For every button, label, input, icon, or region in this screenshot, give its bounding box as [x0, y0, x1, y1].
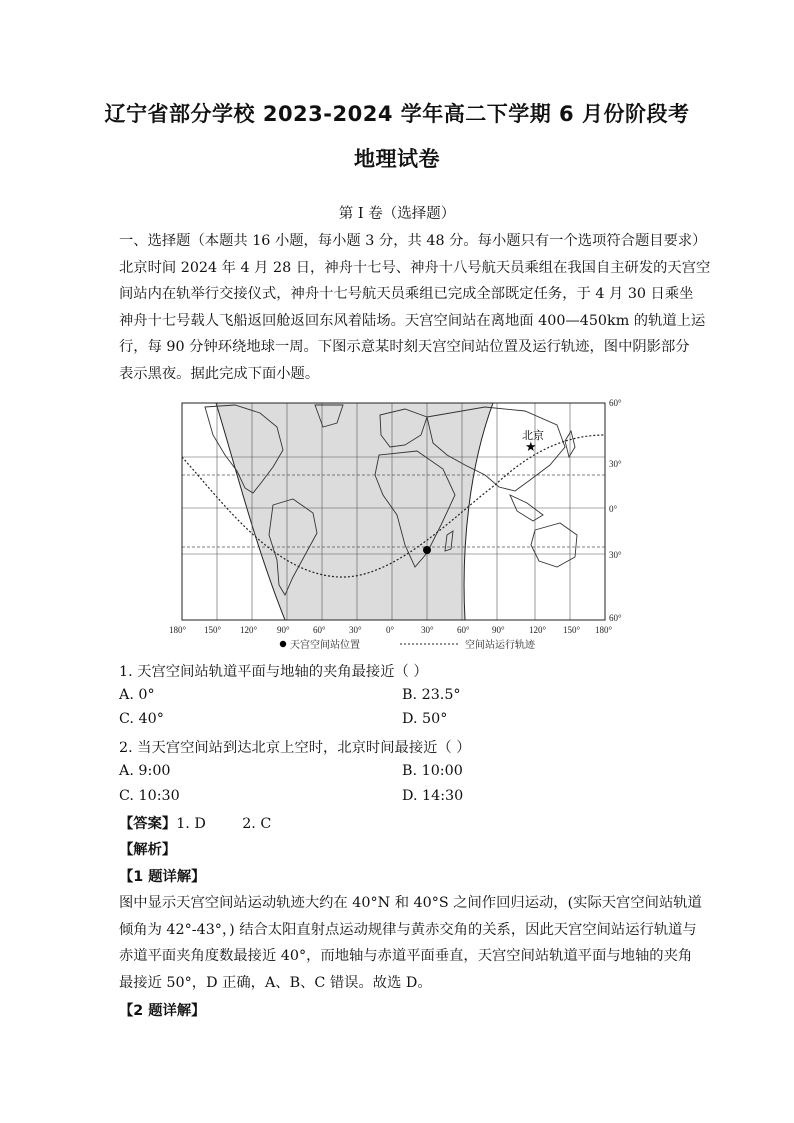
lat-label: 30°: [609, 550, 622, 560]
question-2-option-c: C. 10:30: [119, 788, 180, 804]
lon-label: 30°: [421, 625, 434, 635]
lon-label: 120°: [529, 625, 547, 635]
space-station-marker: [423, 546, 431, 554]
lon-label: 120°: [240, 625, 258, 635]
lon-label: 180°: [169, 625, 187, 635]
longitude-labels: [169, 625, 613, 635]
detail-2-label: 【2 题详解】: [119, 1003, 206, 1019]
question-1-option-d: D. 50°: [402, 711, 448, 727]
question-2-option-d: D. 14:30: [402, 788, 464, 804]
lon-label: 180°: [595, 625, 613, 635]
orbit-map-figure: [165, 395, 625, 657]
lon-label: 60°: [457, 625, 470, 635]
orbit-map-svg: [165, 395, 625, 657]
passage-line: 神舟十七号载人飞船返回舱返回东风着陆场。天宫空间站在离地面 400—450km 的轨道上运: [119, 312, 706, 329]
passage: [119, 228, 711, 387]
passage-line: 间站内在轨举行交接仪式，神舟十七号航天员乘组已完成全部既定任务，于 4 月 30 日乘坐: [119, 286, 694, 302]
detail-1-text: [119, 890, 702, 996]
lat-label: 60°: [609, 613, 622, 623]
detail-1-line: 倾角为 42°-43°，) 结合太阳直射点运动规律与黄赤交角的关系，因此天宫空间站运行轨道与: [119, 921, 697, 938]
section-title: 第 I 卷（选择题）: [338, 206, 456, 222]
question-1-option-c: C. 40°: [119, 711, 164, 727]
answer-line: [119, 813, 271, 833]
detail-1-line: 图中显示天宫空间站运动轨迹大约在 40°N 和 40°S 之间作回归运动，(实际天宫空间站轨道: [119, 895, 702, 911]
answer-text: 1. D 2. C: [176, 816, 272, 832]
legend-station-label: 天宫空间站位置: [290, 640, 360, 651]
lon-label: 30°: [349, 625, 362, 635]
detail-1-line: 最接近 50°，D 正确，A、B、C 错误。故选 D。: [119, 974, 432, 991]
detail-1-label: 【1 题详解】: [119, 869, 206, 885]
question-1-option-a: A. 0°: [119, 687, 155, 703]
lat-label: 60°: [609, 398, 622, 408]
lon-label: 90°: [492, 625, 505, 635]
exam-title: 辽宁省部分学校 2023-2024 学年高二下学期 6 月份阶段考: [104, 102, 690, 126]
question-1-stem: 1. 天宫空间站轨道平面与地轴的夹角最接近（ ）: [119, 664, 428, 680]
lon-label: 150°: [563, 625, 581, 635]
lon-label: 60°: [313, 625, 326, 635]
exam-subject-title: 地理试卷: [354, 147, 440, 171]
legend-station-dot: [280, 641, 286, 647]
lat-label: 30°: [609, 459, 622, 469]
instructions: 一、选择题（本题共 16 小题，每小题 3 分，共 48 分。每小题只有一个选项符合题目要求）: [119, 233, 707, 249]
night-shading: [216, 403, 493, 620]
question-2-stem: 2. 当天宫空间站到达北京上空时，北京时间最接近（ ）: [119, 740, 471, 756]
answer-label: 【答案】: [119, 816, 177, 832]
analysis-label: 【解析】: [119, 842, 177, 858]
beijing-label: 北京: [522, 430, 544, 442]
question-2-option-a: A. 9:00: [119, 763, 171, 779]
lon-label: 150°: [204, 625, 222, 635]
detail-1-line: 赤道平面夹角度数最接近 40°，而地轴与赤道平面垂直，天宫空间站轨道平面与地轴的夹角: [119, 948, 693, 964]
question-1-option-b: B. 23.5°: [402, 687, 461, 703]
passage-line: 北京时间 2024 年 4 月 28 日，神舟十七号、神舟十八号航天员乘组在我国自主研发的天宫空: [119, 259, 711, 276]
beijing-star-icon: ★: [525, 439, 537, 454]
legend-track-label: 空间站运行轨迹: [465, 640, 535, 651]
latitude-labels: [609, 398, 622, 623]
passage-line: 表示黑夜。据此完成下面小题。: [119, 365, 320, 382]
lon-label: 0°: [386, 625, 395, 635]
question-2-option-b: B. 10:00: [402, 763, 463, 779]
lon-label: 90°: [277, 625, 290, 635]
lat-label: 0°: [609, 504, 618, 514]
passage-line: 行，每 90 分钟环绕地球一周。下图示意某时刻天宫空间站位置及运行轨迹，图中阴影部分: [119, 339, 690, 355]
